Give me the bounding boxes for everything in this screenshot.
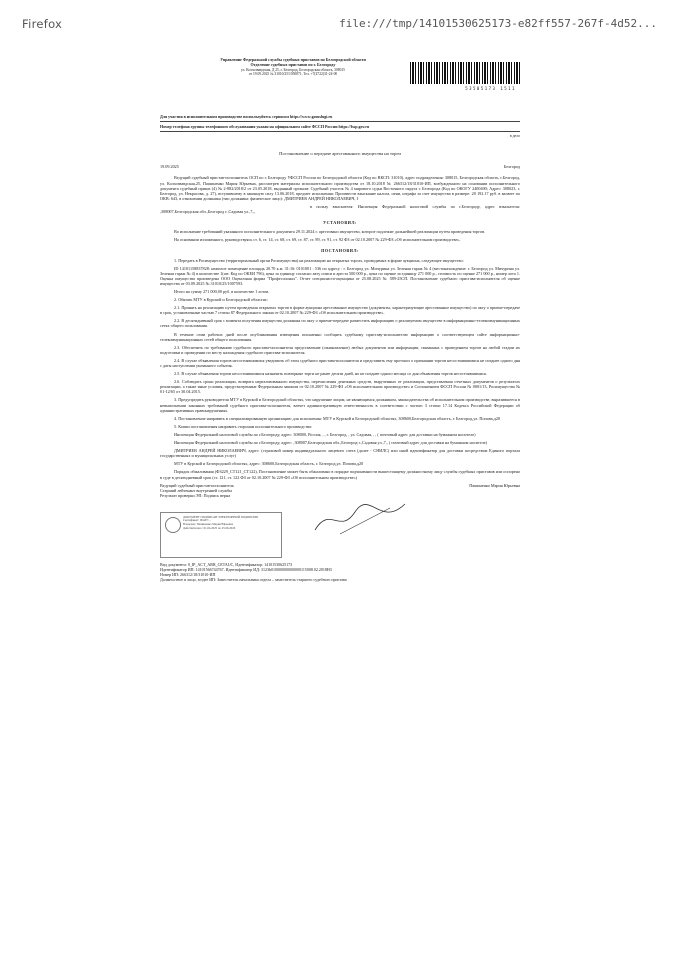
divider <box>160 121 520 122</box>
barcode <box>410 62 520 84</box>
department-name: Отделение судебных приставов по г. Белгороду <box>250 61 336 67</box>
print-header <box>0 14 679 34</box>
gosuslugi-note: Для участия в исполнительном производстве воспользуйтесь сервисом https://www.gosuslugi.ru <box>160 114 333 119</box>
stamp-line-4: Действителен с 01.04.2025 по 25.06.2026 <box>183 525 236 530</box>
stamp-box <box>160 512 282 558</box>
e-signature-stamp <box>160 512 520 562</box>
clause-2-6: 2.6. Соблюдать сроки реализации, возврата нереализованного имущества, перечисления денежных средств, вырученных от реализации, представления отчетных документов о результатах реализации, а также иные условия, предусмотренные Федеральным законом от 02.10.2007 № 229-ФЗ «Об исполнительном производстве» и Соглашением ФССП России № 0001/13, Росимущества № 01-12/65 от 30.04.2015. <box>160 379 520 395</box>
clause-1-item: ID 14101158837828: нежилое помещение площадь 20.70 к.м. 31:16: 0101001 : 536 по адресу : г. Белгород ул. Мичурина ул. Зеленая гараж № 4 (местонахождение: г. Белгород ул. Мичурина ул. Зеленая гараж № 4) в количестве 1(шт. Код по ОКЕИ 796), цена за единицу согласно акту описи и ареста 500 000 р., цена по оценке за единицу 271 000 р., стоимость по оценке 271 000 р., номер лота 1. Оценка имущества произведена ООО Оценочная фирма "Профессионал". Отчет специалиста-оценщика от 25.08.2025 № 589-25СП. Постановление судебного пристава-исполнителя об оценке имущества от 03.09.2025 № 31010/25/1007593. <box>160 265 520 286</box>
handwritten-signature <box>310 500 410 540</box>
clause-2: 2. Обязать МТУ в Курской и Белгородской областях: <box>174 297 268 303</box>
clause-5: 5. Копии постановления направить сторонам исполнительного производства: <box>174 423 313 429</box>
copy-recipient-4: МТУ в Курской и Белгородской областях, адрес: 308600,Белгородская область, г. Белгород,ул. Попова,д20 <box>174 461 364 467</box>
stamp-line-1: ДОКУМЕНТ ПОДПИСАН ЭЛЕКТРОННОЙ ПОДПИСЬЮ <box>183 514 259 519</box>
department-address: ул. Колхозвавдская, Д 25, г. Белгород, Белгородская область, 308015 <box>241 67 345 72</box>
copy-recipient-1: Инспекция Федеральной налоговой службы по г.Белгороду, адрес: 308000, Россия, , , г. Белгород, , ул. Садовая, , , ( почтовый адрес для доставки на бумажном носителе) <box>174 431 476 437</box>
meta-line-2: Идентификатор ИП: 14101566744767, Идентификатор ИД: 3123b010000000000000115008.02.2018H3 <box>160 566 332 572</box>
clause-2-2: 2.2. В десятидневный срок с момента получения имущества должника по акту о приеме-передаче разместить информацию о реализуемом имуществе в информационно-телекоммуникационных сетях общего пользования. <box>160 318 520 329</box>
clause-2-2b: В течение семи рабочих дней после опубликования извещения письменно сообщить судебному приставу-исполнителю информацию о соответствующем сайте информационно-телекоммуникационных сетей общего пользования. <box>160 331 520 342</box>
clause-2-5: 2.5. В случае объявления торгов несостоявшимися назначить повторные торги не ранее десяти дней, но не позднее одного месяца со дня объявления торгов несостоявшимися. <box>174 371 487 377</box>
emblem-icon <box>165 517 181 533</box>
clause-4: 4. Постановление направить в специализированную организацию для исполнения: МТУ в Курской и Белгородской областях, 308600,Белгородская область, г. Белгород,ул. Попова,д20 <box>174 415 501 421</box>
meta-line-3: Номер ИП: 266312/18/31010-ИП <box>160 571 216 577</box>
phone-group-note: Номер телефона группы телефонного обслуживания указан на официальном сайте ФССП России https://fssp.gov.ru <box>160 124 370 130</box>
document-date: 19.09.2025 <box>160 164 179 170</box>
meta-line-4: Должностное и лицо, зоздее ИП: Заместитель начальника отдела – заместитель старшего судебного пристава <box>160 576 347 582</box>
clause-1: 1. Передать в Росимущество (территориальный орган Росимущества) на реализацию на открытых торгах, проводимых в форме аукциона, следующее имущество: <box>174 257 464 263</box>
document-title: Постановление о передаче арестованного имущества на торги <box>279 151 401 157</box>
intro-paragraph: Ведущий судебный пристав-исполнитель ОСП по г. Белгороду УФССП России по Белгородской области (Код по ВКСП: 31010), адрес подразделения: 308015, Белгородская область, г.Белгород, ул. Колхозвавдская,25, Пашиненко Мария Юрьевна, рассмотрев материалы исполнительного производства от 18.10.2018 № 266312/18/31010-ИП, возбужденного на основании исполнительного документа судебный приказ (4) № 2-882/2018/2 от 23.05.2018, выданный органом: Судебный участок № 4 мирового судьи Восточного округа г. Белгорода (Код по ОКОГУ 2400400; Адрес: 308023, г. Белгород, ул. Некрасова, д. 27), вступившему в законную силу 13.06.2018, предмет исполнения: Произвести взыскание налога, пени, штрафа за счет имущества в размере: 20 192.17 руб. в валюте по ОКВ: 643, в отношении должника (тип должника: физическое лицо): ДМИТРИЕВ АНДРЕЙ НИКОЛАЕВИЧ, I <box>160 175 520 201</box>
clause-2-1: 2.1. Принять на реализацию путем проведения открытых торгов в форме аукциона арестованное имущество (документы, характеризующие арестованное имущество) по акту о приеме-передаче в срок, установленные частью 7 статьи 87 Федерального закона от 02.10.2007 № 229-ФЗ «Об исполнительном производстве». <box>160 305 520 316</box>
signature-check: Результат проверки ЭП: Подпись верна <box>160 492 231 498</box>
document-header <box>160 58 520 114</box>
copy-recipient-2: Инспекция Федеральной налоговой службы по г.Белгороду, адрес: ,308007,Белгородская обл.,Белгород г.,Садовая ул.,7,, ( почтовый адрес для доставки на бумажном носителе) <box>174 440 488 446</box>
clause-2-3: 2.3. Обеспечить по требованию судебного пристава-исполнителя представление (ознакомление) любых документов или информации, связанных с проведением торгов на любой стадии их подготовки и проведении по месту нахождения судебного пристава-исполнителя. <box>160 344 520 355</box>
org-name: Управление Федеральной службы судебных приставов по Белгородской области <box>220 57 366 62</box>
signer-name: Пашиненко Мария Юрьевна <box>469 482 520 488</box>
authority-block <box>178 58 408 77</box>
clause-2-4: 2.4. В случае объявления торгов несостоявшимися уведомить об этом судебного пристава-исполнителя и представить ему протокол о признании торгов несостоявшимися не позднее одного дня с даты наступления указанного события. <box>160 357 520 368</box>
date-row <box>160 164 520 169</box>
divider <box>160 131 520 132</box>
file-note: в дело <box>509 134 520 139</box>
section-decided: ПОСТАНОВИЛ: <box>321 248 359 254</box>
signer-title: Ведущий судебный пристав-исполнитель <box>160 482 234 488</box>
browser-name: Firefox <box>22 17 63 31</box>
established-paragraph: Во исполнение требований указанного исполнительного документа 29.11.2024 г. арестовано имущество, которое подлежит дальнейшей реализации путем проведения торгов. <box>174 229 486 235</box>
benefit-paragraph: в пользу взыскателя: Инспекция Федеральной налоговой службы по г.Белгороду, адрес взыскателя: ,308007,Белгородская обл.,Белгород г.,Садовая ул.,7,,, <box>160 203 520 215</box>
page-url: file:///tmp/14101530625173-e82ff557-267f-4d52... <box>339 17 657 30</box>
department-phones: от 19.09.2025 № 31010/25/1050871, Тел. +7(4722)31-24-00 <box>248 72 338 77</box>
appeal-paragraph: Порядок обжалования (ФЗ229_СТ121_СТ122), Постановление может быть обжаловано в порядке подчиненности вышестоящему должностному лицу службы судебных приставов или оспорено в суде в десятидневный срок (ст. 121, ст. 122 ФЗ от 02.10.2007 № 229-ФЗ «Об исполнительном производстве») <box>160 469 520 480</box>
document-page <box>160 58 520 582</box>
copy-recipient-3: ДМИТРИЕВ АНДРЕЙ НИКОЛАЕВИЧ, адрес: (страховой номер индивидуального лицевого счета (далее - СНИЛС) или иной идентификатор для доставки посредством Единого портала государственных и муниципальных услуг) <box>160 448 520 459</box>
stamp-line-3: Владелец: Пашиненко Мария Юрьевна <box>183 522 234 527</box>
document-city: Белгород <box>503 164 520 170</box>
basis-paragraph: На основании изложенного, руководствуясь ст. 6, ст. 14, ст. 68, ст. 69, ст. 87, ст. 89, ст. 91, ст. 92 ФЗ от 02.10.2007 № 229-ФЗ «Об исполнительном производстве», <box>174 237 461 243</box>
section-established: УСТАНОВИЛ: <box>323 220 357 226</box>
clause-1-total: Итого на сумму 271 000,00 руб. в количестве 1 лотов. <box>174 288 270 294</box>
clause-3: 3. Предупредить руководителя МТУ в Курской и Белгородской областях, что нарушение лицом, не являющимся должником, законодательства об исполнительном производстве, выразившееся в невыполнении законных требований судебного пристава-исполнителя, влечет административную ответственность в соответствии с частью 3 статьи 17.14 Кодекса Российской Федерации об административных правонарушениях. <box>160 397 520 413</box>
document-meta <box>160 562 520 582</box>
meta-line-1: Вид документа: 0_IP_ACT_ARR_CETAUC, Идентификатор: 14101530625173 <box>160 561 293 567</box>
stamp-line-2: Сертификат: 00АЕ7... <box>183 518 211 523</box>
barcode-number: 53505173 1511 <box>465 86 516 91</box>
stamp-text <box>183 516 275 530</box>
signer-rank: Старший лейтенант внутренней службы <box>160 487 232 493</box>
